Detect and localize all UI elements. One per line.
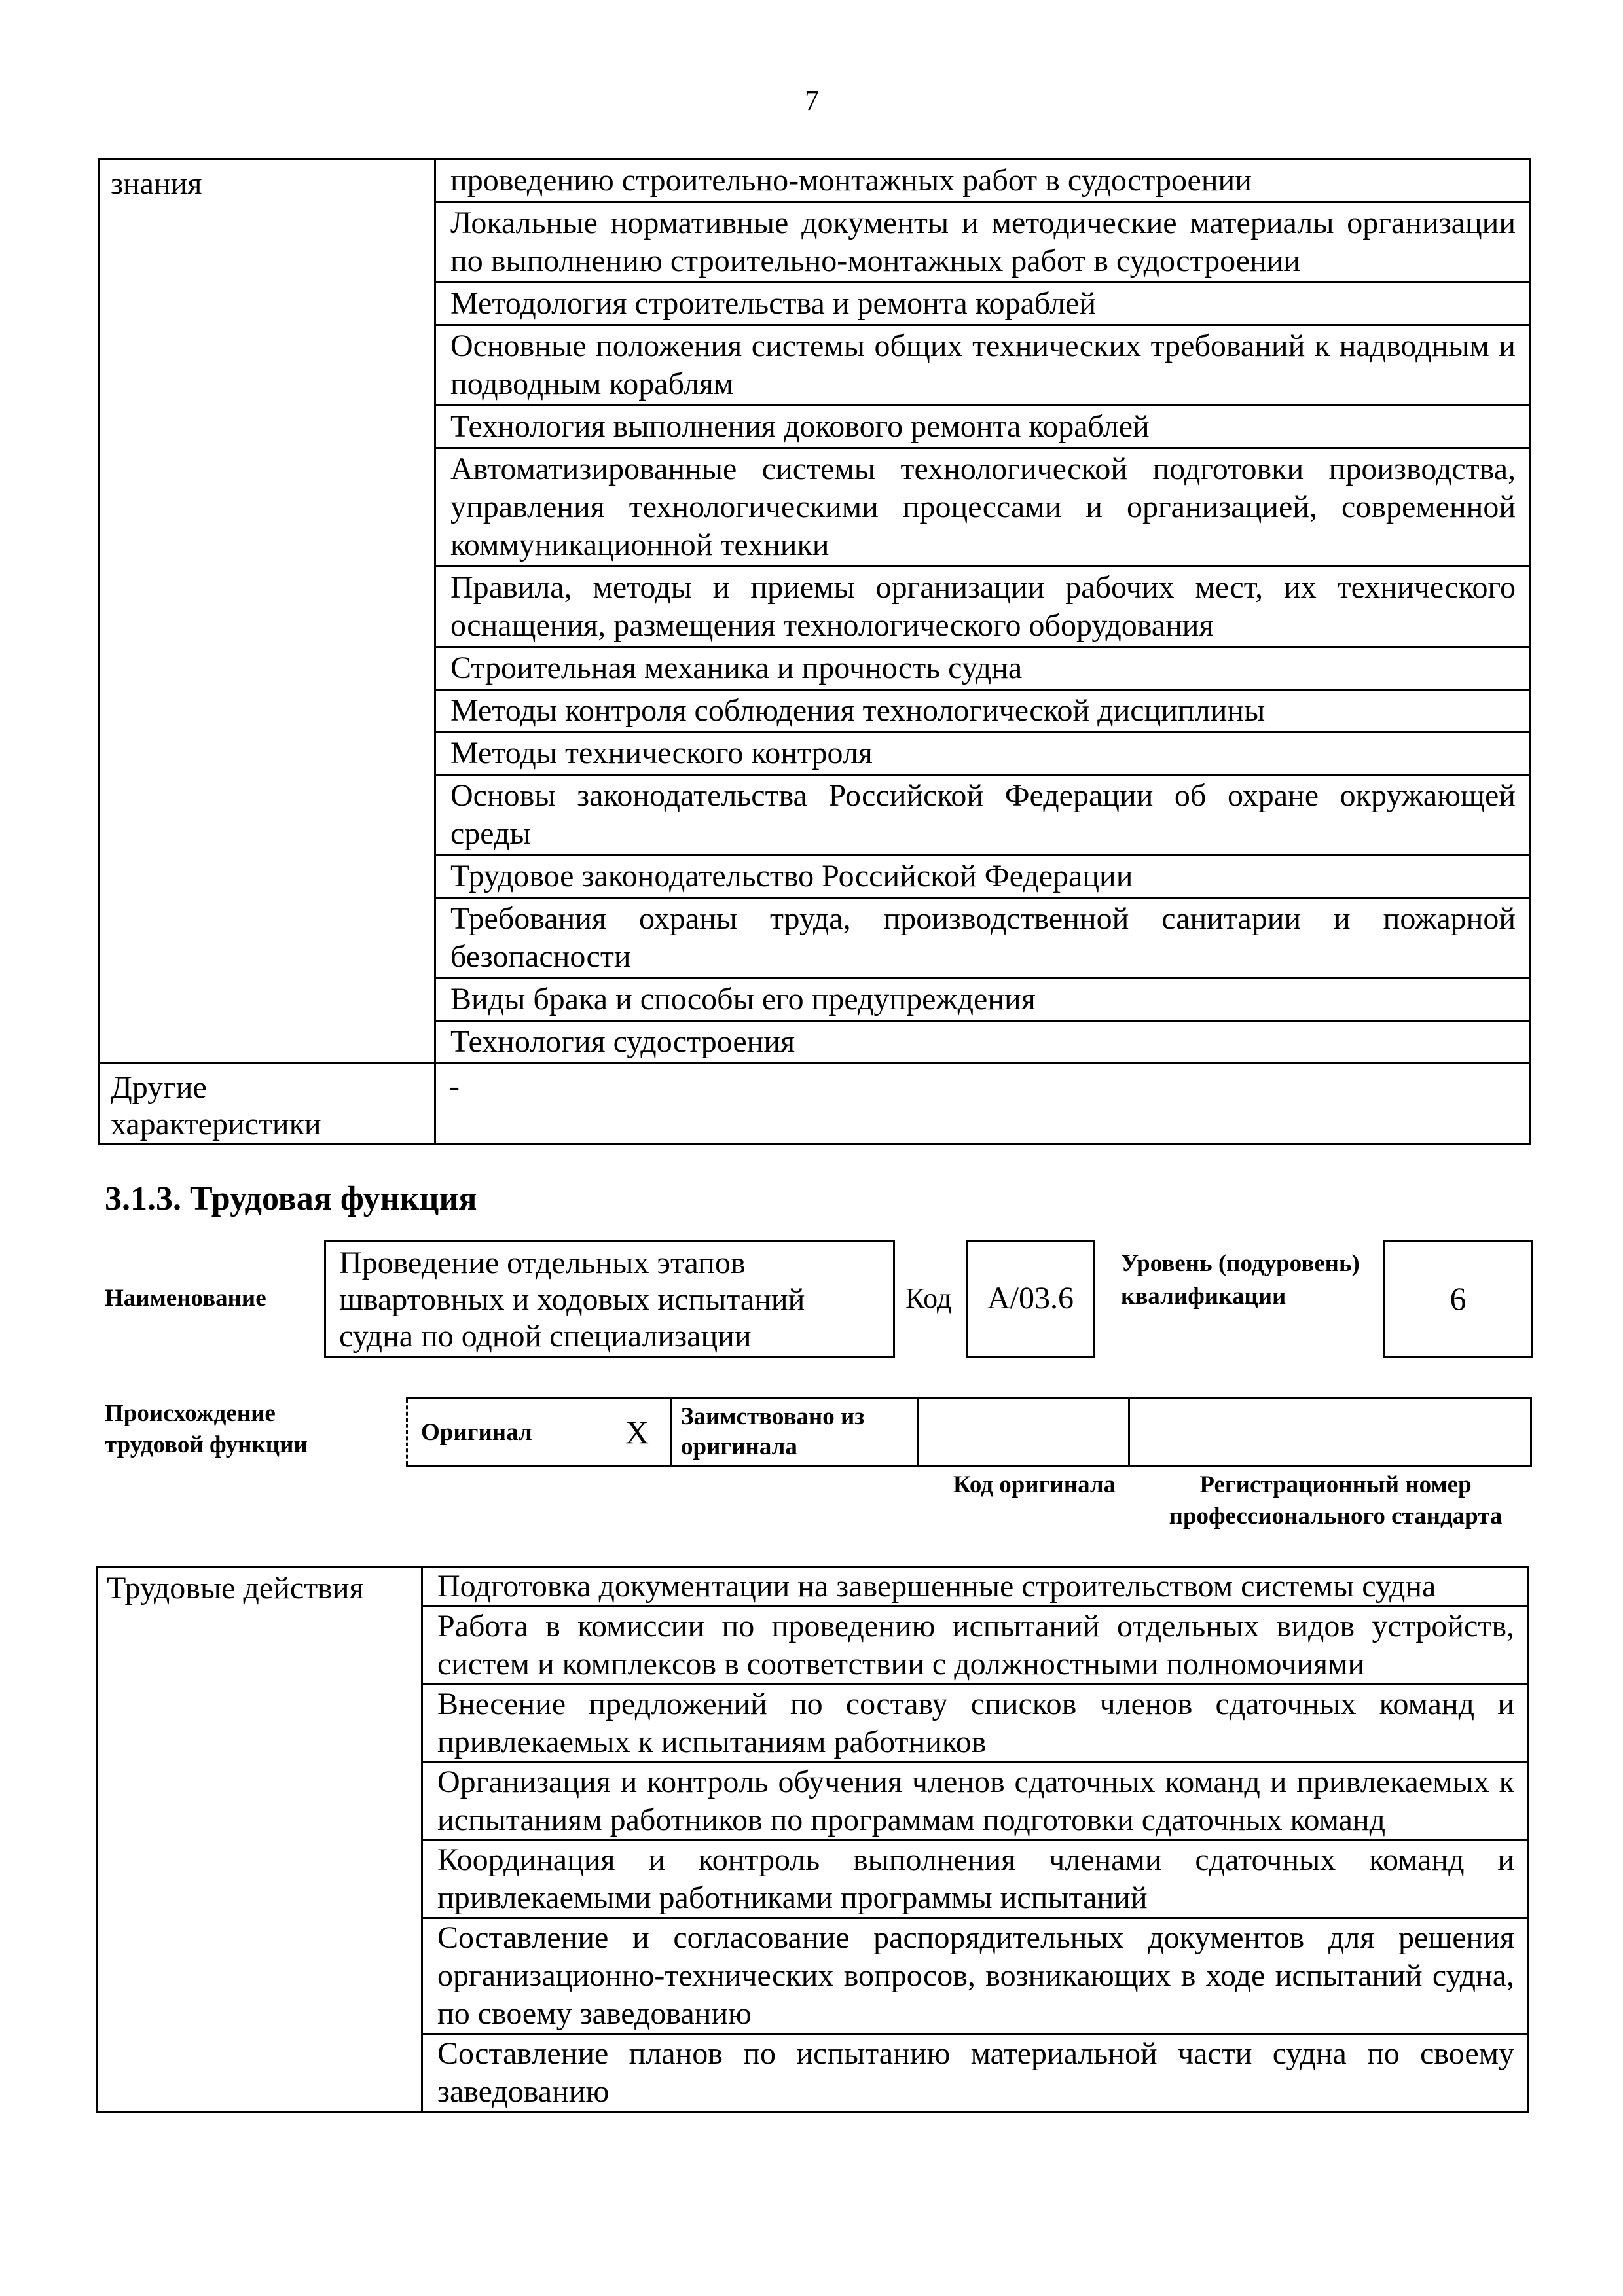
- knowledge-item: Автоматизированные системы технологической подготовки производства, управления технологическими процессами и организацией, современной коммуникационной техники: [435, 448, 1530, 567]
- knowledge-label: знания: [100, 160, 435, 1064]
- reg-number-label: Регистрационный номер профессионального стандарта: [1169, 1471, 1503, 1530]
- knowledge-item: Основные положения системы общих технических требований к надводным и подводным кораблям: [435, 325, 1530, 406]
- knowledge-item: Локальные нормативные документы и методические материалы организации по выполнению строительно-монтажных работ в судостроении: [435, 202, 1530, 283]
- name-label: Наименование: [105, 1285, 266, 1312]
- knowledge-item: Правила, методы и приемы организации рабочих мест, их технического оснащения, размещения технологического оборудования: [435, 567, 1530, 647]
- other-characteristics-label: Другие характеристики: [100, 1064, 435, 1144]
- code-value: А/03.6: [966, 1240, 1095, 1358]
- knowledge-item: Технология выполнения докового ремонта кораблей: [435, 406, 1530, 448]
- page-number: 7: [805, 84, 819, 117]
- knowledge-item: Технология судостроения: [435, 1021, 1530, 1064]
- knowledge-item: Виды брака и способы его предупреждения: [435, 978, 1530, 1021]
- action-item: Координация и контроль выполнения членами сдаточных команд и привлекаемыми работниками программы испытаний: [422, 1840, 1529, 1918]
- action-item: Организация и контроль обучения членов сдаточных команд и привлекаемых к испытаниям работников по программам подготовки сдаточных команд: [422, 1763, 1529, 1840]
- other-characteristics-value: -: [435, 1064, 1530, 1144]
- origin-mark: X: [604, 1399, 671, 1466]
- origin-borrowed-label: Заимствовано из оригинала: [671, 1399, 918, 1466]
- origin-label: Происхождение трудовой функции: [105, 1400, 308, 1458]
- knowledge-item: проведению строительно-монтажных работ в судостроении: [435, 160, 1530, 202]
- level-label: Уровень (подуровень) квалификации: [1121, 1250, 1360, 1310]
- action-item: Составление планов по испытанию материальной части судна по своему заведованию: [422, 2034, 1529, 2112]
- section-heading: 3.1.3. Трудовая функция: [105, 1180, 477, 1217]
- action-item: Составление и согласование распорядительных документов для решения организационно-технических вопросов, возникающих в ходе испытаний судна, по своему заведованию: [422, 1918, 1529, 2034]
- knowledge-item: Методология строительства и ремонта кораблей: [435, 283, 1530, 325]
- knowledge-item: Трудовое законодательство Российской Федерации: [435, 855, 1530, 898]
- original-code-label: Код оригинала: [953, 1471, 1116, 1498]
- origin-original-label: Оригинал: [407, 1399, 605, 1466]
- actions-table: [96, 1566, 1529, 2113]
- action-item: Подготовка документации на завершенные строительством системы судна: [422, 1567, 1529, 1607]
- reg-number-cell: [1129, 1399, 1531, 1466]
- knowledge-item: Требования охраны труда, производственной санитарии и пожарной безопасности: [435, 898, 1530, 978]
- knowledge-item: Основы законодательства Российской Федерации об охране окружающей среды: [435, 775, 1530, 855]
- action-item: Работа в комиссии по проведению испытаний отдельных видов устройств, систем и комплексов в соответствии с должностными полномочиями: [422, 1607, 1529, 1685]
- origin-table: [406, 1397, 1532, 1467]
- knowledge-item: Методы технического контроля: [435, 732, 1530, 775]
- knowledge-table: [98, 158, 1531, 1145]
- code-label: Код: [905, 1282, 952, 1314]
- level-value: 6: [1383, 1240, 1533, 1358]
- actions-label: Трудовые действия: [97, 1567, 422, 2112]
- action-item: Внесение предложений по составу списков членов сдаточных команд и привлекаемых к испытаниям работников: [422, 1685, 1529, 1763]
- knowledge-item: Методы контроля соблюдения технологической дисциплины: [435, 690, 1530, 732]
- knowledge-item: Строительная механика и прочность судна: [435, 647, 1530, 690]
- original-code-cell: [918, 1399, 1129, 1466]
- name-value: Проведение отдельных этапов швартовных и ходовых испытаний судна по одной специализации: [324, 1240, 895, 1358]
